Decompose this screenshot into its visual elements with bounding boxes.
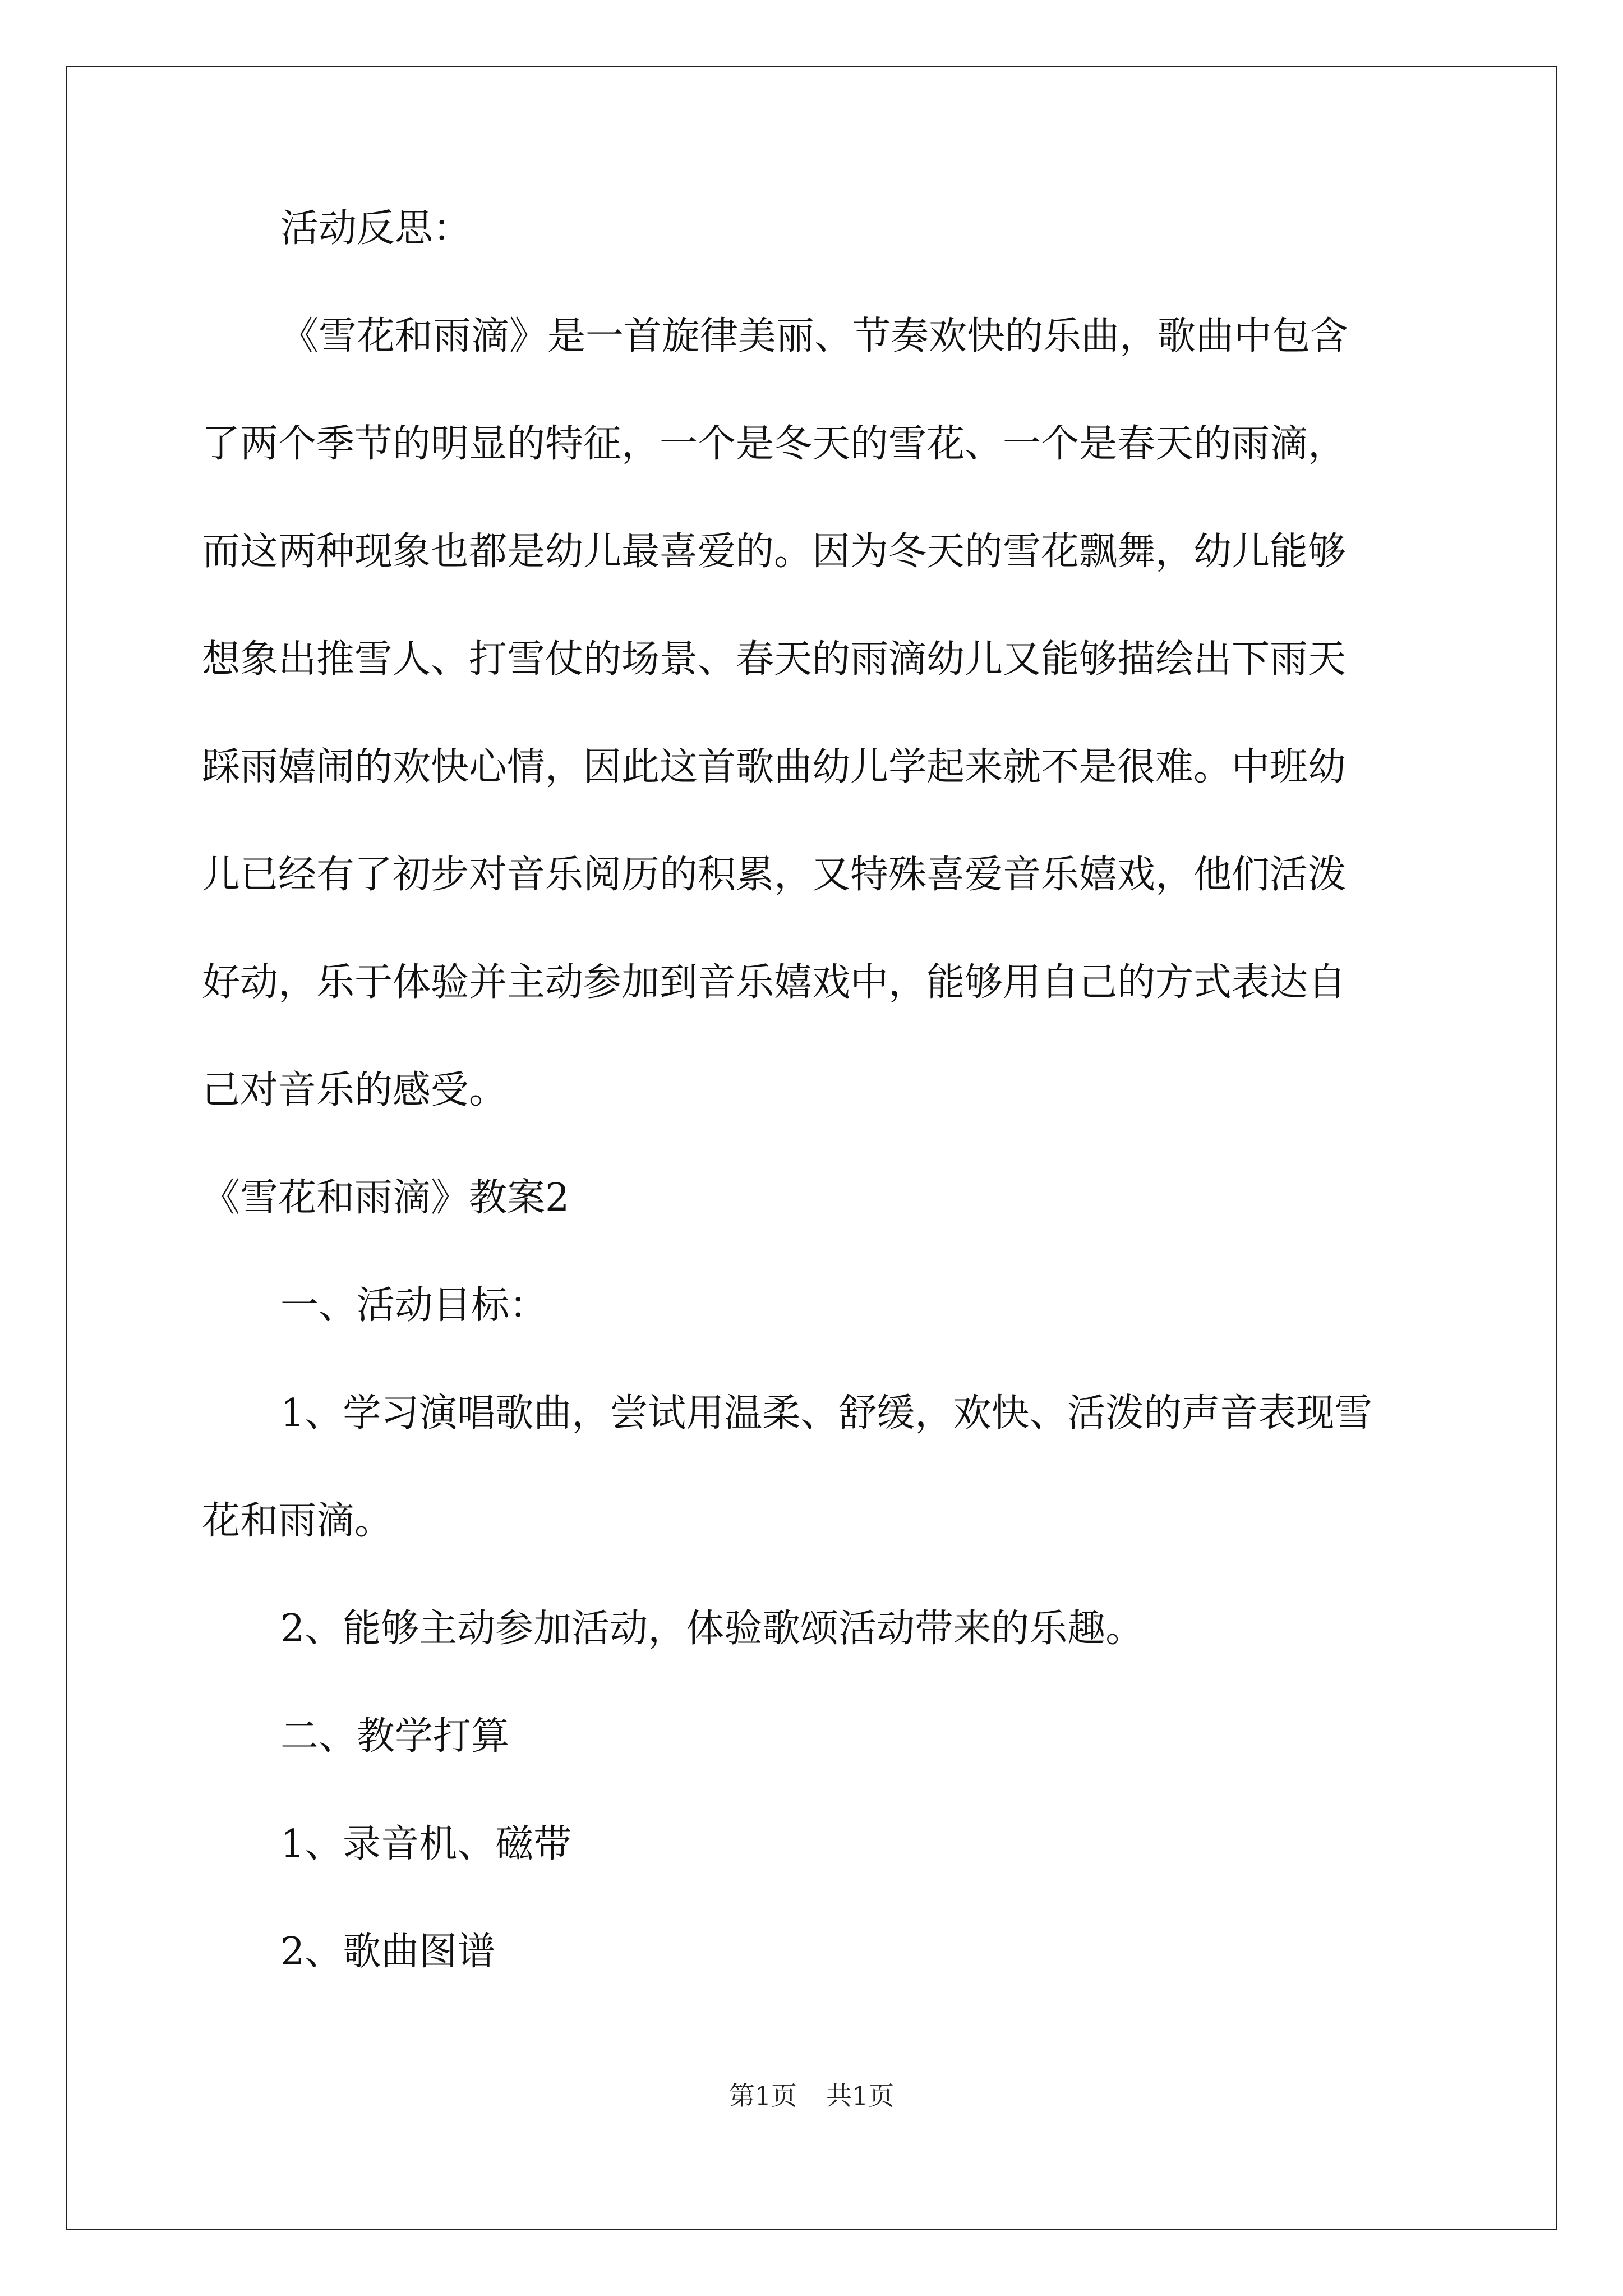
section-heading-goals: 一、活动目标： [280,1283,548,1328]
page-number-current: 第1页 [728,2081,797,2111]
goal-item-1-continued: 花和雨滴。 [202,1499,393,1543]
preparation-item-2: 2、歌曲图谱 [280,1930,496,1974]
paragraph-line: 而这两种现象也都是幼儿最喜爱的。因为冬天的雪花飘舞，幼儿能够 [202,530,1347,574]
paragraph-line: 好动，乐于体验并主动参加到音乐嬉戏中，能够用自己的方式表达自 [202,960,1347,1005]
paragraph-line: 儿已经有了初步对音乐阅历的积累，又特殊喜爱音乐嬉戏，他们活泼 [202,853,1347,897]
page-number-total: 共1页 [826,2081,895,2111]
paragraph-line: 《雪花和雨滴》是一首旋律美丽、节奏欢快的乐曲，歌曲中包含 [280,314,1349,358]
page-footer [0,2080,1623,2111]
page-border [66,66,1557,2230]
paragraph-line: 想象出推雪人、打雪仗的场景、春天的雨滴幼儿又能够描绘出下雨天 [202,637,1347,682]
paragraph-line: 己对音乐的感受。 [202,1068,508,1112]
preparation-item-1: 1、录音机、磁带 [280,1822,572,1866]
section-heading-preparation: 二、教学打算 [280,1714,510,1759]
reflection-heading: 活动反思： [280,206,472,251]
paragraph-line: 踩雨嬉闹的欢快心情，因此这首歌曲幼儿学起来就不是很难。中班幼 [202,745,1347,789]
lesson-plan-title: 《雪花和雨滴》教案2 [202,1176,570,1220]
goal-item-1: 1、学习演唱歌曲，尝试用温柔、舒缓，欢快、活泼的声音表现雪 [280,1391,1373,1435]
goal-item-2: 2、能够主动参加活动，体验歌颂活动带来的乐趣。 [280,1607,1144,1651]
paragraph-line: 了两个季节的明显的特征，一个是冬天的雪花、一个是春天的雨滴， [202,422,1347,466]
